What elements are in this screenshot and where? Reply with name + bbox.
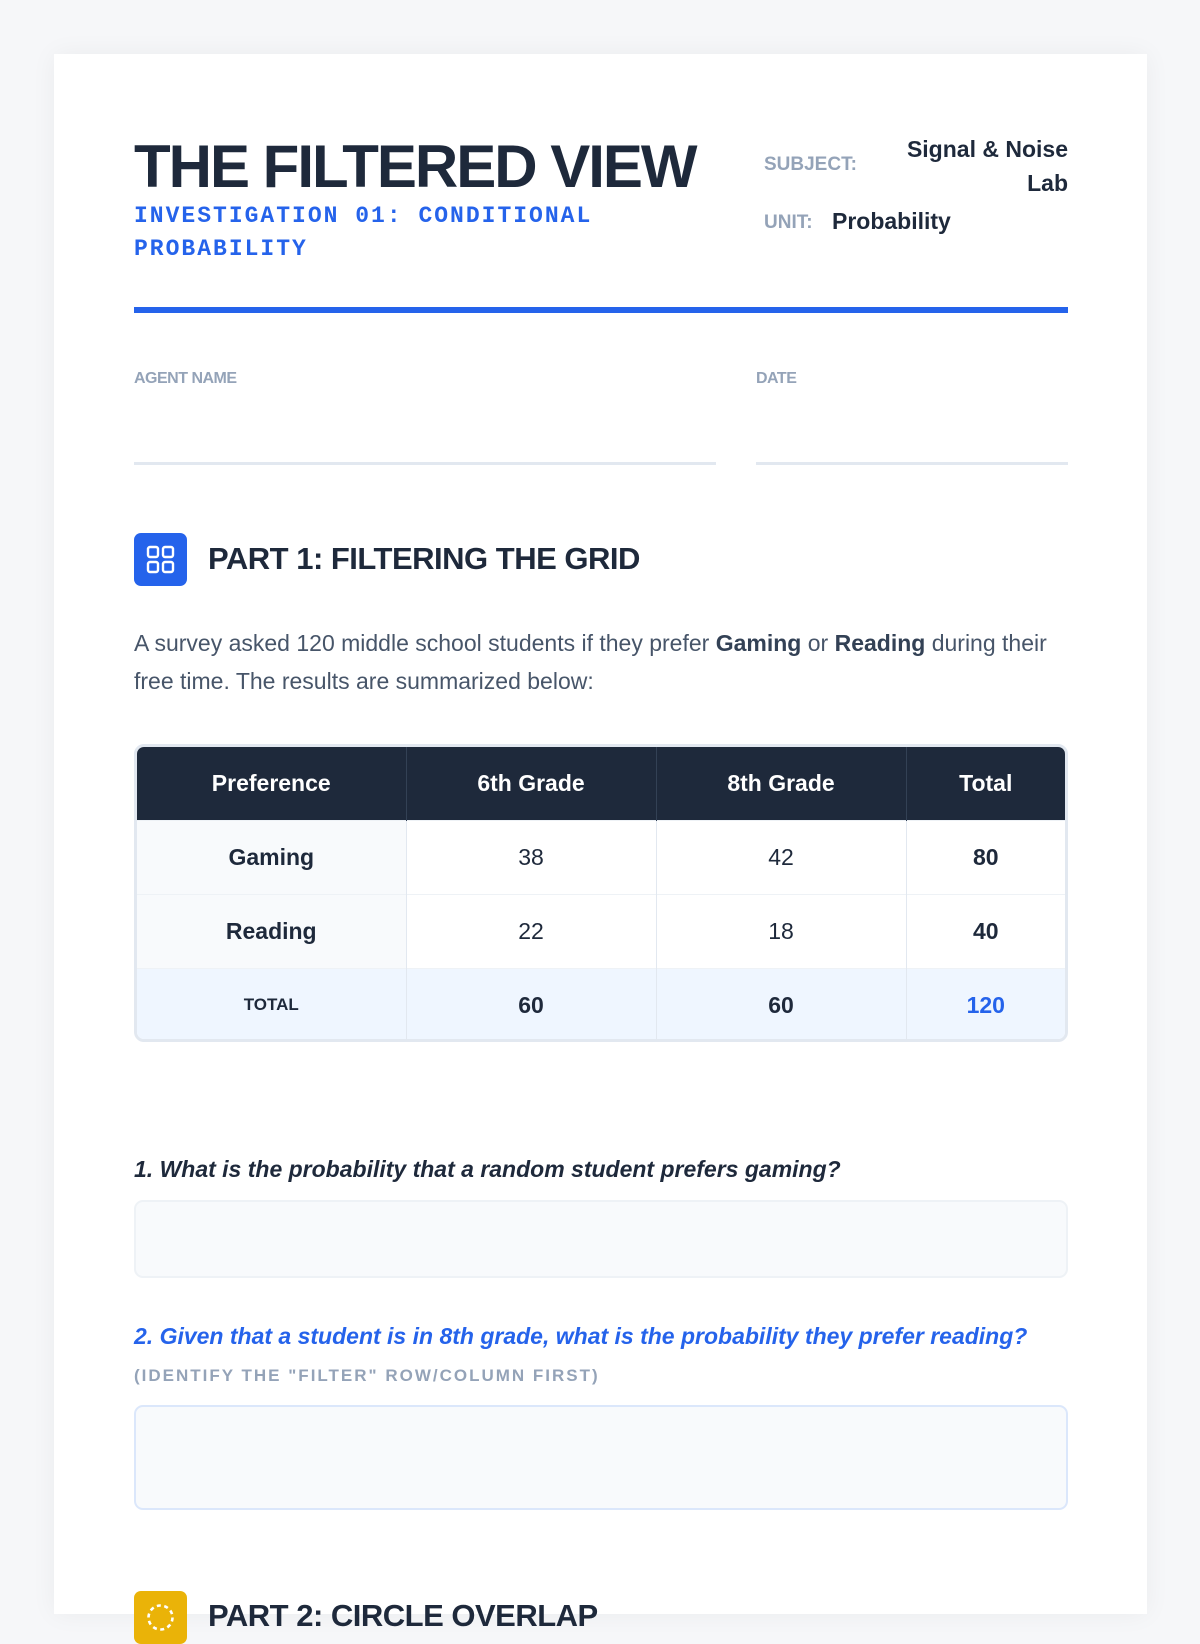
table-header: Preference <box>137 747 406 820</box>
table-cell: 80 <box>906 820 1065 894</box>
table-row <box>137 820 1065 894</box>
intro-reading: Reading <box>834 630 926 656</box>
part2-title: PART 2: CIRCLE OVERLAP <box>208 1598 598 1633</box>
question-2: 2. Given that a student is in 8th grade, what is the probability they prefer reading? <box>134 1323 1028 1349</box>
table-cell: 120 <box>906 968 1065 1042</box>
table-header: 6th Grade <box>406 747 656 820</box>
part1-intro <box>134 624 1068 700</box>
subject-value: Signal & Noise Lab <box>906 136 1068 196</box>
intro-text: A survey asked 120 middle school students if they prefer <box>134 630 716 656</box>
table-total-row <box>137 968 1065 1042</box>
table-cell: 60 <box>656 968 906 1042</box>
answer-2-field[interactable] <box>134 1405 1068 1510</box>
page-title: THE FILTERED VIEW <box>134 133 696 200</box>
table-cell: 42 <box>656 820 906 894</box>
table-cell: 60 <box>406 968 656 1042</box>
table-header: 8th Grade <box>656 747 906 820</box>
part1-title: PART 1: FILTERING THE GRID <box>208 541 640 576</box>
dashed-circle-icon <box>134 1591 187 1644</box>
intro-gaming: Gaming <box>715 630 802 656</box>
table-cell: 40 <box>906 894 1065 968</box>
agent-name-field[interactable] <box>134 462 716 465</box>
table-header-row <box>137 747 1065 820</box>
table-cell: TOTAL <box>137 968 406 1042</box>
survey-table <box>134 744 1068 1042</box>
table-header: Total <box>906 747 1065 820</box>
date-label: DATE <box>756 370 797 387</box>
table-cell: 18 <box>656 894 906 968</box>
table-cell: Gaming <box>137 820 406 894</box>
header-rule <box>134 307 1068 313</box>
intro-text: or <box>801 630 835 656</box>
table-cell: 22 <box>406 894 656 968</box>
question-1: 1. What is the probability that a random student prefers gaming? <box>134 1156 841 1182</box>
unit-value: Probability <box>832 208 951 234</box>
unit-label: UNIT: <box>764 212 813 233</box>
question-2-hint: (IDENTIFY THE "FILTER" ROW/COLUMN FIRST) <box>134 1366 600 1385</box>
page-subtitle: INVESTIGATION 01: CONDITIONAL PROBABILITY <box>134 203 593 262</box>
table-cell: Reading <box>137 894 406 968</box>
intro-text: during their free time. The results are summarized below: <box>134 630 1047 694</box>
table-cell: 38 <box>406 820 656 894</box>
agent-name-label: AGENT NAME <box>134 370 237 387</box>
table-row <box>137 894 1065 968</box>
worksheet-page <box>54 54 1147 1633</box>
answer-1-field[interactable] <box>134 1200 1068 1278</box>
subject-label: SUBJECT: <box>764 154 857 175</box>
grid-icon <box>134 533 187 586</box>
date-field[interactable] <box>756 462 1068 465</box>
